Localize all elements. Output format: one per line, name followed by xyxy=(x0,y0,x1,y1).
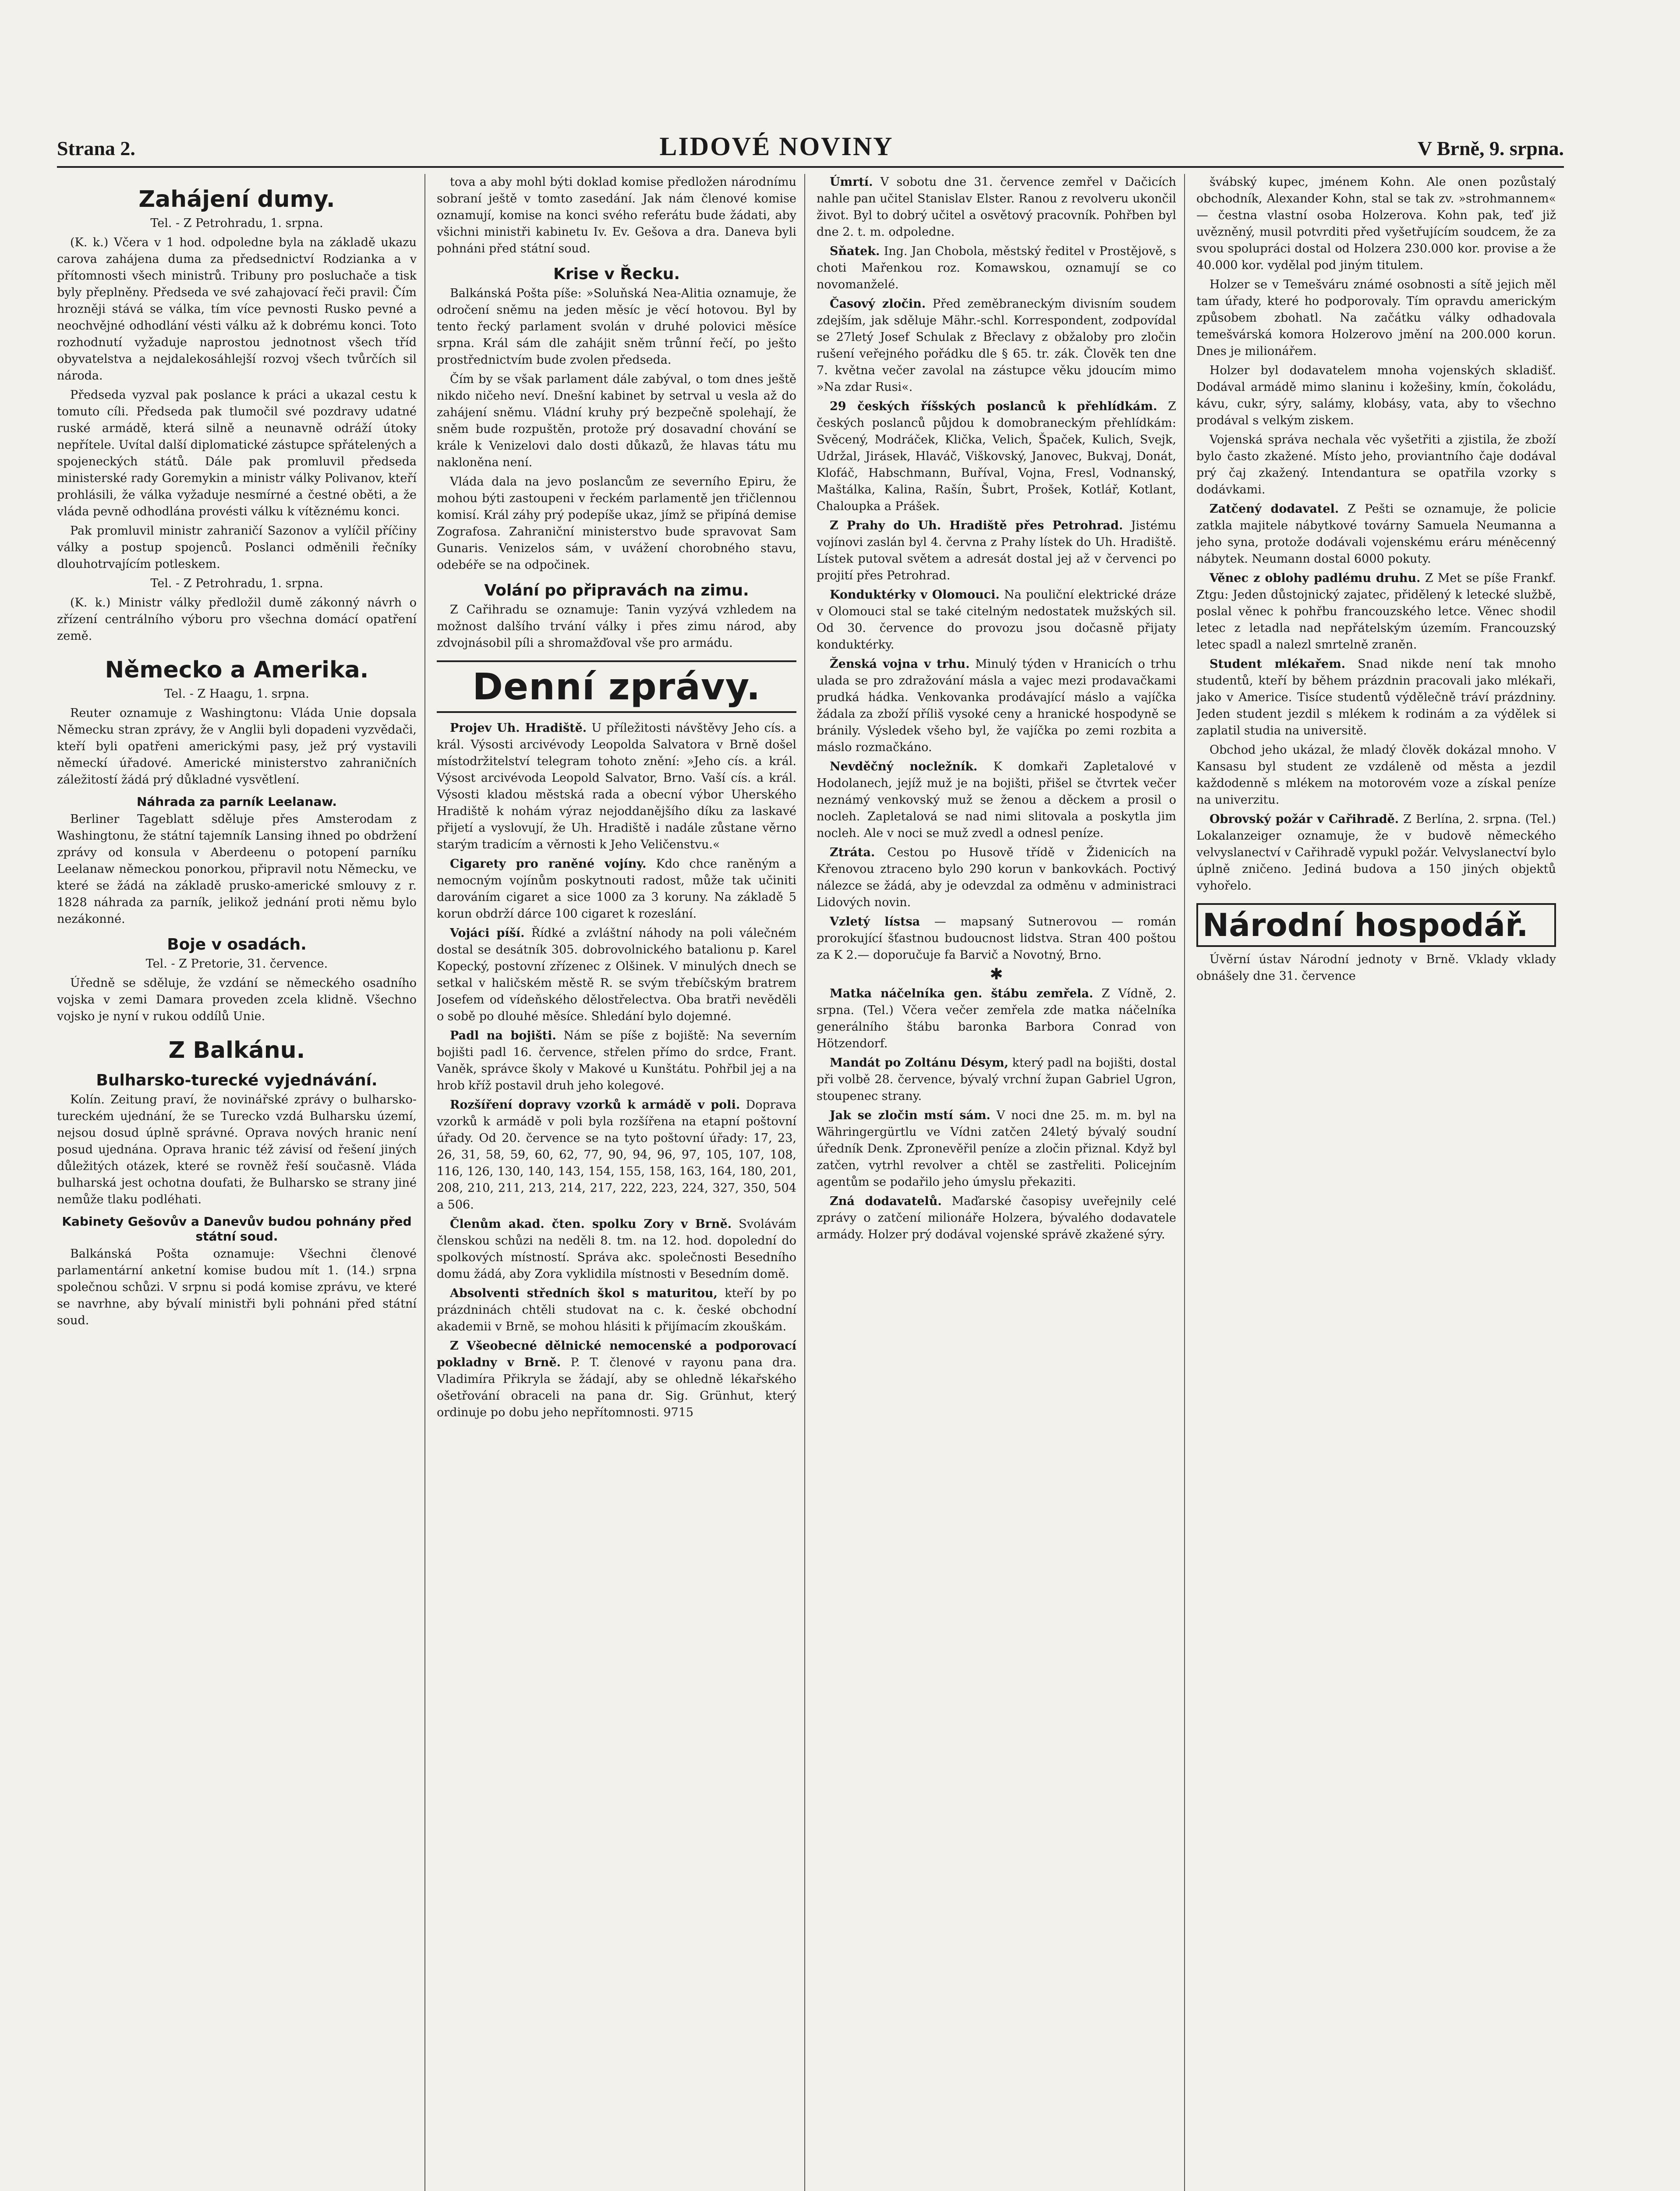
item-text: Doprava vzorků k armádě v poli byla rozšířena na etapní poštovní úřady. Od 20. července se na tyto poštovní úřady: 17, 23, 26, 31, 58, 59, 60, 62, 77, 90, 94, 96, 97, 105, 107, 108, 116, 126, 130, 140, 143, 154, 155, 158, 163, 164, 180, 201, 208, 210, 211, 213, 214, 217, 222, 223, 224, 327, 350, 504 a 506. xyxy=(437,1098,796,1212)
item-text: V sobotu dne 31. července zemřel v Dačicích nahle pan učitel Stanislav Elster. Ranou z revolveru ukončil život. Byl to dobrý učitel a osvětový pracovník. Pohřben byl dne 2. t. m. odpoledne. xyxy=(817,175,1176,239)
news-item xyxy=(817,296,1176,396)
item-text: V noci dne 25. m. m. byl na Währingergürtlu ve Vídni zatčen 24letý bývalý soudní úředník Denk. Zpronevěřil peníze a zločin přiznal. Když byl zatčen, vytrhl revolver a chtěl se zastřeliti. Policejním agentům se podařilo jeho úmyslu překaziti. xyxy=(817,1109,1176,1189)
paragraph: Předseda vyzval pak poslance k práci a ukazal cestu k tomuto cíli. Předseda pak tlumočil své pozdravy udatné ruské armádě, která silně a neunavně odráží útoky nepřítele. Uvítal další diplomatické zástupce spřátelených a spojeneckých států. Dále pak promluvil předseda ministerské rady Goremykin a ministr války Polivanov, kteří prohlásili, že válka vyžaduje nesmírné a čestné oběti, a že vláda pevně odhodlána provésti válku k vítěznému konci. xyxy=(57,388,417,518)
headline-duma: Zahájení dumy. xyxy=(138,186,335,213)
news-item xyxy=(437,925,796,1025)
item-title: Vojáci píší. xyxy=(450,926,525,940)
paragraph: Reuter oznamuje z Washingtonu: Vláda Unie dopsala Německu stran zprávy, že v Anglii byli dopadeni vyzvědači, kteří byli opatřeni americkými pasy, jež prý vystavili německí úřadové. Americké ministerstvo zahraničních záležitostí žádá prý důkladné vysvětlení. xyxy=(57,706,417,787)
paragraph: Úředně se sděluje, že vzdání se německého osadního vojska v zemi Damara proveden zcela klidně. Všechno vojsko je nyní v rukou oddílů Unie. xyxy=(57,976,417,1023)
item-title: Padl na bojišti. xyxy=(450,1029,556,1042)
newspaper-title: LIDOVÉ NOVINY xyxy=(659,132,894,161)
news-item xyxy=(1196,656,1556,739)
paragraph: Berliner Tageblatt sděluje přes Amsterodam z Washingtonu, že státní tajemník Lansing ihned po obdržení zprávy od konsula v Aberdeenu o potopení parníku Leelanaw německou ponorkou, připravil notu Německu, ve které se žádá na základě prusko-americké smlouvy z r. 1828 náhrada za parník, jelikož jednání proti němu bylo nezákonné. xyxy=(57,812,417,926)
item-title: Časový zločin. xyxy=(830,297,926,311)
subheadline-kabinety: Kabinety Gešovův a Danevův budou pohnány před státní soud. xyxy=(62,1214,412,1244)
item-text: Z Met se píše Frankf. Ztgu: Jeden důstojnický zajatec, přidělený k letecké službě, poslal věnec k pohřbu francouzského letce. Věnec shodil letec z letadla nad nepřátelským územím. Francouzský letec spadl a nalezl smrtelně zraněn. xyxy=(1196,571,1556,652)
headline-z-balkanu: Z Balkánu. xyxy=(168,1037,305,1064)
news-item xyxy=(817,243,1176,293)
dateline: Tel. - Z Pretorie, 31. července. xyxy=(145,957,328,971)
dateline: Tel. - Z Petrohradu, 1. srpna. xyxy=(150,216,323,230)
news-item xyxy=(817,174,1176,241)
item-text: Minulý týden v Hranicích o trhu ulada se pro zdražování másla a vajec mezi prodavačkami prudká hádka. Venkovanka prodávající máslo a vajíčka žádala za zboží příliš vysoké ceny a hranické hospodyně se bránily. Výsledek všeho byl, že vajíčka po zemi rozbita a máslo rozmačkáno. xyxy=(817,657,1176,754)
news-item xyxy=(817,1055,1176,1105)
item-text: Z Pešti se oznamuje, že policie zatkla majitele nábytkové továrny Samuela Neumanna a jeho syna, protože dodávali vojenskému eráru méněcenný nábytek. Neumann dostal 6000 pokuty. xyxy=(1196,502,1556,566)
paragraph: Úvěrní ústav Národní jednoty v Brně. Vklady vklady obnášely dne 31. července xyxy=(1196,953,1556,983)
news-item xyxy=(817,759,1176,842)
paragraph: Čím by se však parlament dále zabýval, o tom dnes ještě nikdo ničeho neví. Dnešní kabinet by setrval u vesla až do zahájení sněmu. Vládní kruhy prý bezpečně spolehají, že sněm bude rozpuštěn, protože prý dosavadní chování se krále k Venizelovi dalo dosti důkazů, že hlavas tátu mu nakloněna není. xyxy=(437,372,796,469)
subheadline-bulharsko: Bulharsko-turecké vyjednávání. xyxy=(96,1071,378,1089)
news-item xyxy=(437,1338,796,1421)
item-title: Obrovský požár v Cařihradě. xyxy=(1210,812,1399,826)
news-item xyxy=(817,914,1176,964)
item-text: Před zeměbraneckým divisním soudem zdejším, jak sděluje Mähr.-schl. Korrespondent, zodpovídal se 27letý Josef Schulak z Břeclavy z obžaloby pro zločin rušení veřejného pořádku dle § 65. tr. zák. Člověk ten dne 7. května večer zavolal na zástupce věku jdoucím mimo »Na zdar Rusi«. xyxy=(817,297,1176,394)
item-title: Sňatek. xyxy=(830,245,880,258)
paragraph: tova a aby mohl býti doklad komise předložen národnímu sobraní ještě v tomto zasedání. Jak nám členové komise oznamují, komise na konci svého referátu bude žádati, aby všichni ministři kabinetu Iv. Ev. Gešova a dra. Daneva byli pohnáni před státní soud. xyxy=(437,175,796,255)
item-title: Zatčený dodavatel. xyxy=(1210,502,1339,516)
item-title: Cigarety pro raněné vojíny. xyxy=(450,857,647,871)
news-item xyxy=(437,856,796,922)
paragraph: Kolín. Zeitung praví, že novinářské zprávy o bulharsko-tureckém ujednání, že se Turecko vzdá Bulharsku území, nejsou dosud úplně správné. Oprava nových hranic není posud ujednána. Oprava hranic též závisí od řešení jiných důležitých otázek, které se rovněž řeší současně. Vláda bulharská jest ochotna doufati, že Bulharsko se strany jiné nemůže tlaku podléhati. xyxy=(57,1093,417,1206)
issue-date: V Brně, 9. srpna. xyxy=(1418,137,1564,160)
item-title: Z Prahy do Uh. Hradiště přes Petrohrad. xyxy=(830,519,1123,532)
dateline: Tel. - Z Petrohradu, 1. srpna. xyxy=(150,577,323,590)
news-item xyxy=(817,1107,1176,1191)
item-title: Z Všeobecné dělnické nemocenské a podporovací pokladny v Brně. xyxy=(437,1339,796,1369)
headline-volani-zimu: Volání po připravách na zimu. xyxy=(484,581,749,599)
item-title: Absolventi středních škol s maturitou, xyxy=(450,1287,718,1300)
news-item xyxy=(817,844,1176,911)
item-title: 29 českých říšských poslanců k přehlídkám. xyxy=(830,400,1157,413)
column-3 xyxy=(817,174,1185,2191)
item-title: Ztráta. xyxy=(830,846,875,859)
paragraph: (K. k.) Ministr války předložil dumě zákonný návrh o zřízení centrálního výboru pro všechna domácí opatření země. xyxy=(57,596,417,643)
paragraph: Vojenská správa nechala věc vyšetřiti a zjistila, že zboží bylo často zkažené. Místo jeho, proviantního čaje dodával prý čaj zkažený. Intendantura se opatřila vzorky s dodávkami. xyxy=(1196,433,1556,496)
newspaper-page xyxy=(57,131,1564,2191)
column-1 xyxy=(57,174,425,2191)
item-title: Členům akad. čten. spolku Zory v Brně. xyxy=(450,1217,732,1231)
news-item xyxy=(817,986,1176,1052)
news-item xyxy=(437,1285,796,1335)
news-item xyxy=(817,518,1176,584)
item-text: Jistému vojínovi zaslán byl 4. června z Prahy lístek do Uh. Hradiště. Lístek putoval světem a adresát dostal jej až v červenci po projití přes Petrohrad. xyxy=(817,519,1176,582)
column-4 xyxy=(1196,174,1564,2191)
item-title: Student mlékařem. xyxy=(1210,657,1346,671)
item-text: — mapsaný Sutnerovou — román prorokující šťastnou budoucnost lidstva. Stran 400 poštou za K 2.— doporučuje fa Barvič a Novotný, Brno. xyxy=(817,915,1176,962)
news-item xyxy=(437,1216,796,1283)
section-header-denni-zpravy: Denní zprávy. xyxy=(437,660,796,713)
headline-nemecko-amerika: Německo a Amerika. xyxy=(105,657,369,683)
section-header-narodni-hospodar: Národní hospodář. xyxy=(1196,903,1556,947)
item-text: Na pouliční elektrické dráze v Olomouci stal se také citelným nedostatek mužských sil. Od 30. července do provozu jsou dočasně přijaty konduktérky. xyxy=(817,588,1176,652)
paragraph: Balkánská Pošta píše: »Soluňská Nea-Alitia oznamuje, že odročení sněmu na jeden měsíc je věcí hotovou. Byl by tento řecký parlament svolán v druhé polovici měsíce srpna. Král sám dle zahájit sněm trůnní řečí, po ješto prostřednictvím bude zvolen předseda. xyxy=(437,287,796,367)
masthead xyxy=(57,131,1564,168)
item-text: U příležitosti návštěvy Jeho cís. a král. Výsosti arcivévody Leopolda Salvatora v Brně došel místodržitelství telegram tohoto znění: »Jeho cís. a král. Výsost arcivévoda Leopold Salvator, Brno. Vaší cís. a král. Výsosti kladou městská rada a obecní výbor Uherského Hradiště k nohám výraz nejoddanějšího díku za laskavé přijetí a vyslovují, že Uh. Hradiště i nadále zůstane věrno starým tradicím a věrnosti k Jeho Veličenstvu.« xyxy=(437,721,796,851)
item-title: Vzletý lístsa xyxy=(830,915,920,929)
item-text: Nám se píše z bojiště: Na severním bojišti padl 16. července, střelen přímo do srdce, Frant. Vaněk, správce školy v Makové u Kunštátu. Pohřbil jej a na hrob kříž postavil druh jeho kolegové. xyxy=(437,1029,796,1092)
item-title: Věnec z oblohy padlému druhu. xyxy=(1210,571,1421,585)
item-title: Ženská vojna v trhu. xyxy=(830,657,970,671)
headline-krise-recku: Krise v Řecku. xyxy=(553,265,680,283)
news-item xyxy=(1196,501,1556,567)
headline-boje-osadach: Boje v osadách. xyxy=(167,936,307,954)
item-title: Projev Uh. Hradiště. xyxy=(450,721,587,735)
news-item xyxy=(817,398,1176,515)
item-title: Zná dodavatelů. xyxy=(830,1195,942,1208)
item-title: Matka náčelníka gen. štábu zemřela. xyxy=(830,987,1093,1000)
paragraph: Pak promluvil ministr zahraničí Sazonov a vylíčil příčiny války a postup spojenců. Poslanci odměnili řečníky dlouhotrvajícím potleskem. xyxy=(57,524,417,571)
item-title: Jak se zločin mstí sám. xyxy=(830,1109,990,1122)
item-text: Cestou po Husově třídě v Židenicích na Křenovou ztraceno bylo 290 korun v bankovkách. Poctivý nálezce se žádá, aby je odevzdal za odměnu v administraci Lidových novin. xyxy=(817,846,1176,909)
news-item xyxy=(437,720,796,853)
news-item xyxy=(817,656,1176,756)
item-text: P. T. členové v rayonu pana dra. Vladimíra Přikryla se žádají, aby se ohledně lékařského ošetřování obraceli na pana dr. Sig. Grünhut, který ordinuje po dobu jeho nepřítomnosti. xyxy=(437,1356,796,1419)
news-item xyxy=(817,1193,1176,1243)
item-text: Kdo chce raněným a nemocným vojínům poskytnouti radost, může tak učiniti darováním cigaret a sice 1000 za 3 koruny. Na základě 5 korun obdrží dárce 100 cigaret k rozeslání. xyxy=(437,857,796,921)
paragraph: Z Cařihradu se oznamuje: Tanin vyzývá vzhledem na možnost dalšího trvání války i přes zimu národ, aby zdvojnásobil píli a shromažďoval vše pro armádu. xyxy=(437,603,796,650)
item-title: Úmrtí. xyxy=(830,175,873,189)
dateline: Tel. - Z Haagu, 1. srpna. xyxy=(164,687,309,701)
item-text: Maďarské časopisy uveřejnily celé zprávy o zatčení milionáře Holzera, bývalého dodavatele armády. Holzer prý dodával vojenské správě zkažené sýry. xyxy=(817,1195,1176,1241)
item-text: Z Vídně, 2. srpna. (Tel.) Včera večer zemřela zde matka náčelníka generálního štábu baronka Barbora Conrad von Hötzendorf. xyxy=(817,987,1176,1050)
item-title: Rozšíření dopravy vzorků k armádě v poli. xyxy=(450,1098,740,1112)
page-number: Strana 2. xyxy=(57,137,135,160)
star-divider: ✱ xyxy=(990,965,1003,983)
paragraph: Obchod jeho ukázal, že mladý člověk dokázal mnoho. V Kansasu byl student ze vzdáleně od města a jezdil každodenně s mlékem na motorovém voze a získal peníze na univerzitu. xyxy=(1196,743,1556,807)
item-text: Ing. Jan Chobola, městský ředitel v Prostějově, s choti Mařenkou roz. Komawskou, oznamují se co novomanželé. xyxy=(817,245,1176,291)
item-number: 9715 xyxy=(663,1406,694,1419)
news-item xyxy=(1196,811,1556,894)
news-item xyxy=(437,1097,796,1213)
news-item xyxy=(817,587,1176,653)
item-title: Mandát po Zoltánu Désym, xyxy=(830,1056,1008,1070)
paragraph: Vláda dala na jevo poslancům ze severního Epiru, že mohou býti zastoupeni v řeckém parlamentě jen třičlennou komisí. Král záhy prý podepíše ukaz, jímž se připíná demise Zografosa. Zahraniční ministerstvo bude spravovat Sam Gunaris. Venizelos sám, v uvážení chorobného stavu, odebéře se na odpočinek. xyxy=(437,475,796,572)
subheadline-leelanaw: Náhrada za parník Leelanaw. xyxy=(136,794,337,809)
paragraph: švábský kupec, jménem Kohn. Ale onen pozůstalý obchodník, Alexander Kohn, stal se tak zv. »strohmannem« — čestna vlastní osoba Holzerova. Kohn pak, teď již uvězněný, musil potvrditi před vyšetřujícím soudcem, že za svou spolupráci dostal od Holzera 230.000 kor. provise a že 40.000 kor. vydělal pod jiným titulem. xyxy=(1196,175,1556,272)
item-text: Řídké a zvláštní náhody na poli válečném dostal se desátník 305. dobrovolnického batalionu p. Karel Kopecký, postovní zřízenec z Olšinek. V minulých dnech se setkal v haličském městě R. se svým třebíčským bratrem Josefem od vídeňského dělostřelectva. Oba bratři nevěděli o sobě po dlouhé měsíce. Shledání bylo dojemné. xyxy=(437,926,796,1023)
item-text: kteří by po prázdninách chtěli studovat na c. k. české obchodní akademii v Brně, se mohou hlásiti k přijímacím zkouškám. xyxy=(437,1287,796,1333)
paragraph: (K. k.) Včera v 1 hod. odpoledne byla na základě ukazu carova zahájena duma za předsednictví Rodzianka a v přítomnosti všech ministrů. Tribuny pro posluchače a tisk byly přeplněny. Předseda ve své zahajovací řeči pravil: Čím hrozněji stává se válka, tím více pevnosti Rusko pevné a neochvějné odhodlání vésti válku až k dobrému konci. Toto rozhodnutí vyžaduje naprostou jednotnost všech tříd obyvatelstva a nejdalekosáhlejší rozvoj všech tvůrčích sil národa. xyxy=(57,236,417,383)
item-text: K domkaři Zapletalové v Hodolanech, jejíž muž je na bojišti, přišel se čtvrtek večer neznámý venkovský muž se ženou a děckem a prosil o nocleh. Zapletalová se nad nimi slitovala a poskytla jim nocleh. Ale v noci se muž zvedl a odnesl peníze. xyxy=(817,760,1177,840)
item-text: Snad nikde není tak mnoho studentů, kteří by během prázdnin pracovali jako mlékaři, jako v Americe. Tisíce studentů výdělečně tráví prázdniny. Jeden student jezdil s mlékem k rodinám a za výdělek si zaplatil studia na universitě. xyxy=(1196,657,1556,737)
news-item xyxy=(437,1028,796,1094)
column-2 xyxy=(437,174,805,2191)
item-title: Nevděčný nocležník. xyxy=(830,760,978,773)
columns xyxy=(57,174,1564,2191)
paragraph: Holzer byl dodavatelem mnoha vojenských skladišť. Dodával armádě mimo slaninu i kožešiny, kmín, čokoládu, kávu, cukr, sýry, salámy, klobásy, vata, aby to všechno prodával s velkým ziskem. xyxy=(1196,364,1556,427)
news-item xyxy=(1196,570,1556,653)
item-title: Konduktérky v Olomouci. xyxy=(830,588,1000,602)
item-text: Svolávám členskou schůzi na neděli 8. tm. na 12. hod. dopolední do spolkových místností. Správa akc. společnosti Besedního domu žádá, aby Zora vyklidila místnosti v Besedním domě. xyxy=(437,1217,796,1281)
item-text: Z českých poslanců půjdou k domobraneckým přehlídkám: Svěcený, Modráček, Klička, Velich, Špaček, Kulich, Svejk, Udržal, Jirásek, Hlaváč, Viškovský, Janovec, Bukvaj, Donát, Klofáč, Habschmann, Buříval, Vojna, Fresl, Vodnanský, Maštálka, Kalina, Rašín, Šubrt, Prošek, Kotlář, Kotlant, Chaloupka a Prášek. xyxy=(817,400,1176,513)
paragraph: Balkánská Pošta oznamuje: Všechni členové parlamentární anketní komise budou mít 1. (14.) srpna společnou schůzi. V srpnu si podá komise zprávu, ve které se navrhne, aby bývalí ministři byli pohnáni před státní soud. xyxy=(57,1247,417,1327)
item-text: Z Berlína, 2. srpna. (Tel.) Lokalanzeiger oznamuje, že v budově německého velvyslanectví v Cařihradě vypukl požár. Velvyslanectví bylo úplně zničeno. Jediná budova a 150 jiných objektů vyhořelo. xyxy=(1196,812,1556,893)
paragraph: Holzer se v Temešváru známé osobnosti a sítě jejich měl tam úřady, které ho podporovaly. Tím opravdu americkým způsobem zbohatl. Na začátku války odhadovala temešvárská komora Holzerovo jmění na 200.000 korun. Dnes je milionářem. xyxy=(1196,278,1556,358)
item-text: který padl na bojišti, dostal při volbě 28. července, bývalý vrchní župan Gabriel Ugron, stoupenec strany. xyxy=(817,1056,1176,1103)
